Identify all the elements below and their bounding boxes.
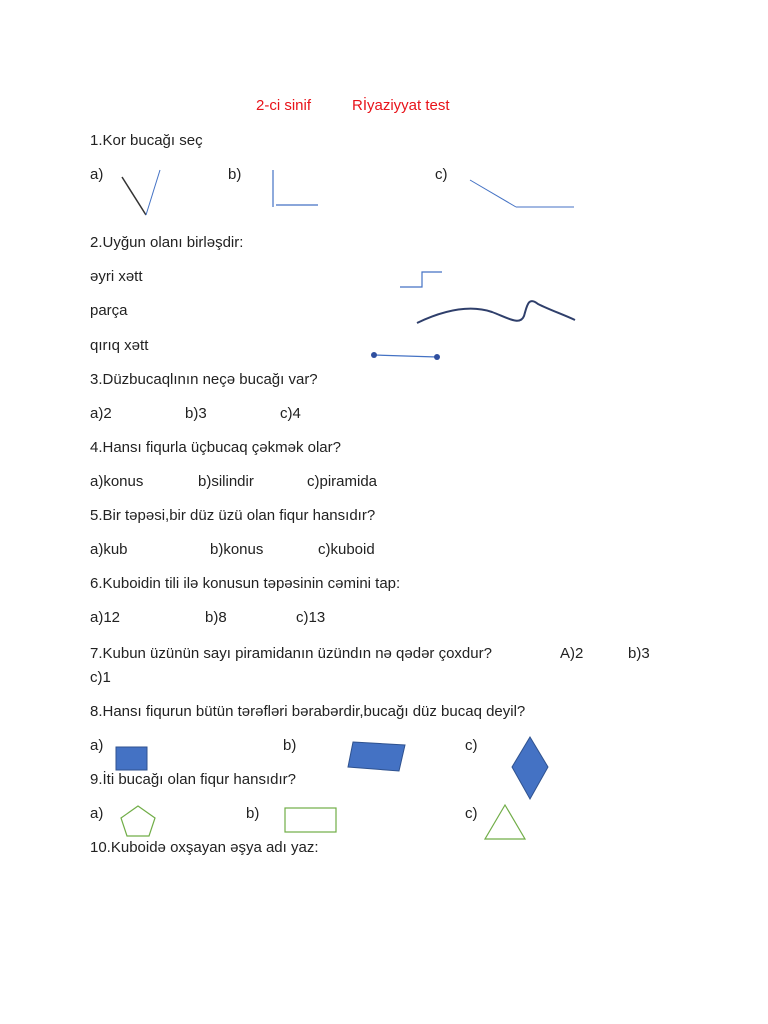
q7-option-c: c)1 (90, 669, 111, 686)
question-10: 10.Kuboidə oxşayan əşya adı yaz: (90, 839, 319, 856)
q6-option-c: c)13 (296, 609, 326, 626)
q5-option-a: a)kub (90, 541, 128, 558)
q3-option-b: b)3 (185, 405, 207, 422)
q4-option-a: a)konus (90, 473, 144, 490)
rectangle-figure (285, 808, 336, 832)
question-5: 5.Bir təpəsi,bir düz üzü olan fiqur hansıdır? (90, 507, 376, 524)
question-7: 7.Kubun üzünün sayı piramidanın üzündın nə qədər çoxdur? (90, 645, 492, 662)
subject-title: Rİyaziyyat test (352, 97, 450, 114)
question-4: 4.Hansı fiqurla üçbucaq çəkmək olar? (90, 439, 341, 456)
q7-option-a: A)2 (560, 645, 584, 662)
question-8: 8.Hansı fiqurun bütün tərəfləri bərabərdir,bucağı düz bucaq deyil? (90, 703, 526, 720)
q3-option-a: a)2 (90, 405, 112, 422)
q8-option-a-label: a) (90, 737, 104, 754)
segment-figure (371, 352, 440, 360)
question-3: 3.Düzbucaqlının neçə bucağı var? (90, 371, 318, 388)
broken-line-figure (400, 272, 442, 287)
q6-option-a: a)12 (90, 609, 121, 626)
q9-option-b-label: b) (246, 805, 260, 822)
q2-item-segment: parça (90, 302, 128, 319)
parallelogram-figure (348, 742, 405, 771)
q2-item-broken-line: qırıq xətt (90, 337, 149, 354)
question-9: 9.İti bucağı olan fiqur hansıdır? (90, 771, 296, 788)
q4-option-c: c)piramida (307, 473, 378, 490)
q5-option-b: b)konus (210, 541, 264, 558)
q1-option-a-label: a) (90, 166, 104, 183)
question-2: 2.Uyğun olanı birləşdir: (90, 234, 244, 251)
question-1: 1.Kor bucağı seç (90, 132, 203, 149)
curved-line-figure (417, 301, 575, 323)
question-6: 6.Kuboidin tili ilə konusun təpəsinin cəmini tap: (90, 575, 401, 592)
q9-option-c-label: c) (465, 805, 478, 822)
q1-option-b-label: b) (228, 166, 242, 183)
q9-option-a-label: a) (90, 805, 104, 822)
q1-option-c-label: c) (435, 166, 448, 183)
q6-option-b: b)8 (205, 609, 227, 626)
q8-option-b-label: b) (283, 737, 297, 754)
q5-option-c: c)kuboid (318, 541, 375, 558)
triangle-figure (485, 805, 525, 839)
acute-angle-figure (122, 170, 160, 215)
q8-option-c-label: c) (465, 737, 478, 754)
right-angle-figure (273, 170, 318, 207)
square-figure (116, 747, 147, 770)
q2-item-curved-line: əyri xətt (90, 268, 143, 285)
grade-title: 2-ci sinif (256, 97, 312, 114)
q7-option-b: b)3 (628, 645, 650, 662)
pentagon-figure (121, 806, 155, 836)
obtuse-angle-figure (470, 180, 574, 207)
rhombus-figure (512, 737, 548, 799)
q3-option-c: c)4 (280, 405, 301, 422)
q4-option-b: b)silindir (198, 473, 254, 490)
